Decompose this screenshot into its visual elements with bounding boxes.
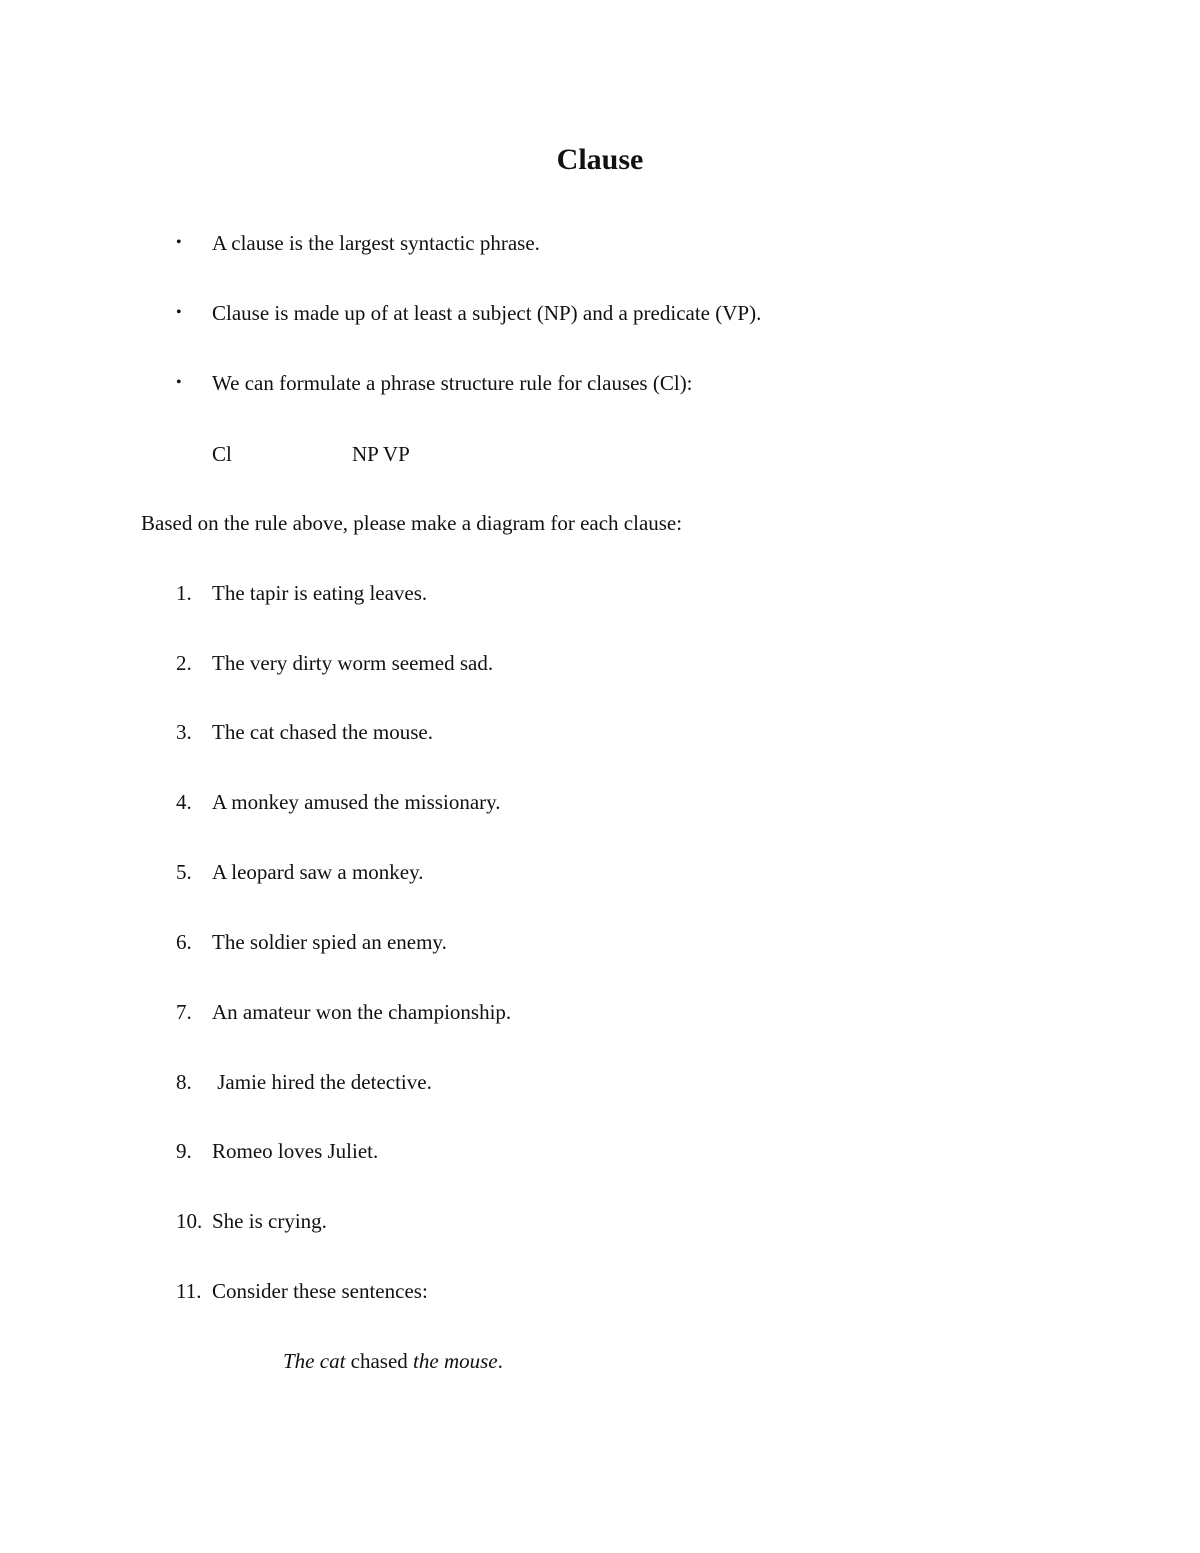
item-number: 7. [176, 1000, 192, 1024]
list-item: Romeo loves Juliet. [212, 1139, 379, 1163]
example-punctuation: . [497, 1349, 503, 1373]
bullet-icon: • [176, 234, 182, 251]
bullet-text: Clause is made up of at least a subject (NP) and a predicate (VP). [212, 301, 762, 325]
list-item: A monkey amused the missionary. [212, 790, 501, 814]
item-number: 6. [176, 930, 192, 954]
list-item: She is crying. [212, 1209, 327, 1233]
instruction-text: Based on the rule above, please make a diagram for each clause: [141, 511, 683, 535]
item-number: 5. [176, 860, 192, 884]
rule-rhs: NP VP [352, 442, 410, 466]
item-number: 10. [176, 1209, 203, 1233]
example-sentence [283, 1347, 503, 1375]
item-number: 3. [176, 720, 192, 744]
bullet-text: A clause is the largest syntactic phrase. [212, 231, 540, 255]
list-item: Consider these sentences: [212, 1279, 428, 1303]
list-item: Jamie hired the detective. [212, 1070, 432, 1094]
list-item: The tapir is eating leaves. [212, 581, 428, 605]
item-number: 2. [176, 651, 192, 675]
item-number: 9. [176, 1139, 192, 1163]
bullet-icon: • [176, 374, 182, 391]
list-item: The very dirty worm seemed sad. [212, 651, 494, 675]
example-verb: chased [345, 1349, 414, 1373]
bullet-text: We can formulate a phrase structure rule for clauses (Cl): [212, 371, 693, 395]
item-number: 8. [176, 1070, 192, 1094]
list-item: A leopard saw a monkey. [212, 860, 424, 884]
rule-lhs: Cl [212, 442, 232, 466]
list-item: The cat chased the mouse. [212, 720, 433, 744]
page-title: Clause [556, 143, 644, 176]
list-item: An amateur won the championship. [212, 1000, 512, 1024]
list-item: The soldier spied an enemy. [212, 930, 447, 954]
item-number: 11. [176, 1279, 202, 1303]
bullet-icon: • [176, 304, 182, 321]
example-subject: The cat [283, 1349, 346, 1373]
item-number: 1. [176, 581, 192, 605]
item-number: 4. [176, 790, 192, 814]
example-object: the mouse [413, 1349, 498, 1373]
